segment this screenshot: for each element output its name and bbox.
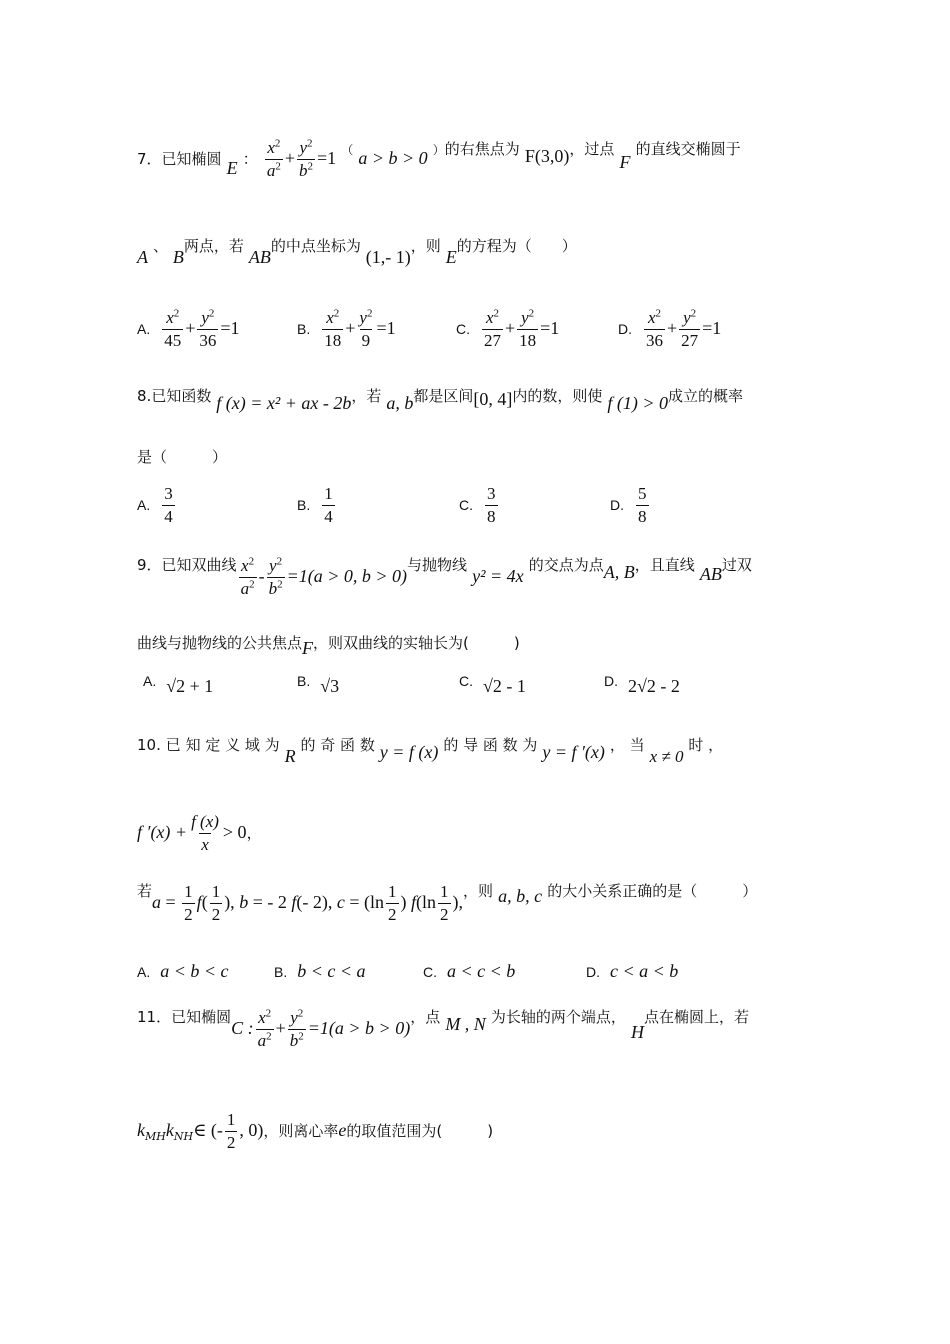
q9-option-c[interactable]: C. √2 - 1 xyxy=(459,673,526,696)
q9-option-d[interactable]: D. 2√2 - 2 xyxy=(604,673,680,696)
q9-line-2: 曲线与抛物线的公共焦点F，则双曲线的实轴长为( ) xyxy=(137,634,520,658)
q11-line-2: $k_{MH}k_{NH}\in$ (- $\frac{1}{2}$ , 0)，则离心率e的取值范围为( ) xyxy=(137,1110,494,1152)
question-10: 10. 已 知 定 义 域 为 R 的 奇 函 数 y = f (x) 的 导 函 数 为 y = f ′(x) ， 当 x ≠ 0 时 ， xyxy=(137,736,724,766)
q7-option-d[interactable]: D. $\frac{x^2}{36}$ + $\frac{y^2}{27}$ =1 xyxy=(618,307,722,350)
q7-option-c[interactable]: C. $\frac{x^2}{27}$ + $\frac{y^2}{18}$ =1 xyxy=(456,307,560,350)
q7-line-2: A 、 B两点，若 AB的中点坐标为 (1,- 1)，则 E的方程为（ ） xyxy=(137,237,577,267)
q7-option-b[interactable]: B. $\frac{x^2}{18}$ + $\frac{y^2}{9}$ =1 xyxy=(297,307,396,350)
q8-option-d[interactable]: D. $\frac{5}{8}$ xyxy=(610,484,647,526)
q7-frac-y: $\frac{y^2}{b^2}$ xyxy=(299,137,314,180)
q7-frac-x: $\frac{x^2}{a^2}$ xyxy=(266,137,281,180)
q10-option-a[interactable]: A. a < b < c xyxy=(137,961,229,981)
q10-inequality: f ′(x) + $\frac{f (x)}{x}$ > 0， xyxy=(137,812,262,854)
q7-number: 7． xyxy=(137,150,162,168)
question-9: 9．已知双曲线 $\frac{x^2}{a^2}$ - $\frac{y^2}{b^2}$ =1(a > 0, b > 0)与抛物线 y² = 4x 的交点为点A, B，且直线 AB过双 xyxy=(137,555,752,598)
q9-option-b[interactable]: B. √3 xyxy=(297,673,340,696)
q10-option-c[interactable]: C. a < c < b xyxy=(423,961,516,981)
question-11: 11．已知椭圆C : $\frac{x^2}{a^2}$ + $\frac{y^2}{b^2}$ =1(a > b > 0)，点 M , N 为长轴的两个端点， H点在椭圆上，若 xyxy=(137,1007,750,1050)
question-8: 8.已知函数 f (x) = x² + ax - 2b，若 a, b都是区间[0, 4]内的数，则使 f (1) > 0成立的概率 xyxy=(137,387,743,413)
q8-option-b[interactable]: B. $\frac{1}{4}$ xyxy=(297,484,333,526)
q7-option-a[interactable]: A. $\frac{x^2}{45}$ + $\frac{y^2}{36}$ =1 xyxy=(137,307,240,350)
q8-option-c[interactable]: C. $\frac{3}{8}$ xyxy=(459,484,496,526)
q9-option-a[interactable]: A. √2 + 1 xyxy=(143,673,214,696)
q8-line-2: 是（ ） xyxy=(137,448,228,466)
question-7: 7．已知椭圆 E ： $\frac{x^2}{a^2}$ + $\frac{y^2}{b^2}$ =1 （ a > b > 0 ）的右焦点为 F(3,0)，过点 F 的直线交椭圆于 xyxy=(137,137,741,180)
q11-number: 11． xyxy=(137,1008,172,1026)
q9-number: 9． xyxy=(137,556,162,574)
q8-option-a[interactable]: A. $\frac{3}{4}$ xyxy=(137,484,173,526)
q10-option-b[interactable]: B. b < c < a xyxy=(274,961,366,981)
q10-definition: 若a = $\frac{1}{2}$ f( $\frac{1}{2}$ ), b = - 2 f(- 2), c = (ln $\frac{1}{2}$ ) f(ln $\frac{1}{2}$ ),，则 a, b, c 的大小关系正确的是（ ） xyxy=(137,882,758,924)
q8-number: 8. xyxy=(137,387,152,405)
q10-option-d[interactable]: D. c < a < b xyxy=(586,961,679,981)
q10-number: 10. xyxy=(137,736,161,754)
